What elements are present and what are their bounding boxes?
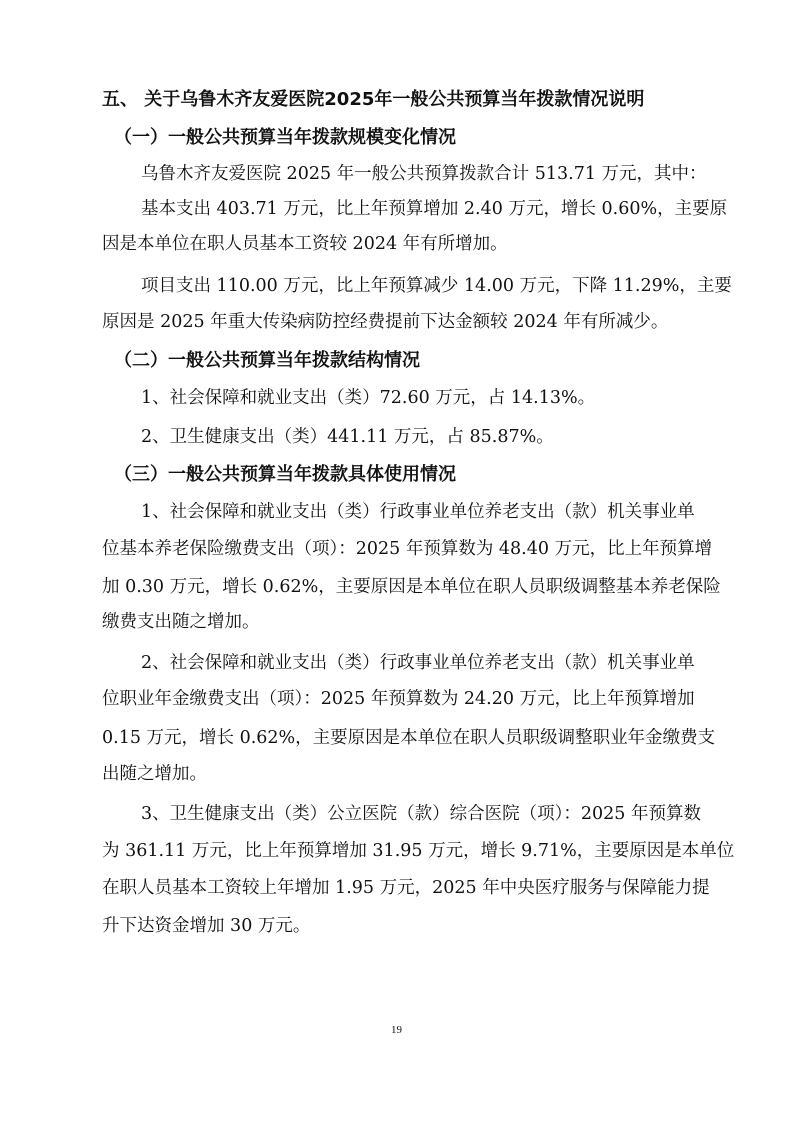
paragraph-line: 原因是 2025 年重大传染病防控经费提前下达金额较 2024 年有所减少。: [102, 312, 669, 332]
page-number: 19: [391, 1024, 402, 1036]
paragraph-line: 缴费支出随之增加。: [102, 612, 260, 632]
paragraph-line: 因是本单位在职人员基本工资较 2024 年有所增加。: [102, 234, 508, 254]
paragraph-line: 乌鲁木齐友爱医院 2025 年一般公共预算拨款合计 513.71 万元，其中：: [141, 164, 707, 184]
paragraph-line: 2、社会保障和就业支出（类）行政事业单位养老支出（款）机关事业单: [141, 653, 695, 673]
paragraph-line: 为 361.11 万元，比上年预算增加 31.95 万元，增长 9.71%，主要原因是本单位: [102, 841, 735, 861]
paragraph-line: 升下达资金增加 30 万元。: [102, 916, 311, 936]
paragraph-line: 基本支出 403.71 万元，比上年预算增加 2.40 万元，增长 0.60%，主要原: [141, 199, 728, 219]
paragraph-line: 加 0.30 万元，增长 0.62%，主要原因是本单位在职人员职级调整基本养老保险: [102, 577, 721, 597]
paragraph-line: 在职人员基本工资较上年增加 1.95 万元，2025 年中央医疗服务与保障能力提: [102, 878, 710, 898]
subsection-heading-3: （三）一般公共预算当年拨款具体使用情况: [114, 464, 456, 485]
subsection-heading-1: （一）一般公共预算当年拨款规模变化情况: [114, 127, 456, 148]
paragraph-line: 3、卫生健康支出（类）公立医院（款）综合医院（项）：2025 年预算数: [141, 804, 701, 824]
paragraph-line: 位基本养老保险缴费支出（项）：2025 年预算数为 48.40 万元，比上年预算增: [102, 539, 713, 559]
paragraph-line: 项目支出 110.00 万元，比上年预算减少 14.00 万元，下降 11.29%，主要: [141, 276, 732, 296]
subsection-heading-2: （二）一般公共预算当年拨款结构情况: [114, 350, 420, 371]
section-title: 五、 关于乌鲁木齐友爱医院2025年一般公共预算当年拨款情况说明: [102, 89, 645, 110]
paragraph-line: 1、社会保障和就业支出（类）行政事业单位养老支出（款）机关事业单: [141, 502, 695, 522]
paragraph-line: 2、卫生健康支出（类）441.11 万元，占 85.87%。: [141, 427, 554, 447]
paragraph-line: 1、社会保障和就业支出（类）72.60 万元，占 14.13%。: [141, 388, 596, 408]
paragraph-line: 位职业年金缴费支出（项）：2025 年预算数为 24.20 万元，比上年预算增加: [102, 689, 695, 709]
paragraph-line: 出随之增加。: [102, 764, 207, 784]
paragraph-line: 0.15 万元，增长 0.62%，主要原因是本单位在职人员职级调整职业年金缴费支: [102, 728, 716, 748]
